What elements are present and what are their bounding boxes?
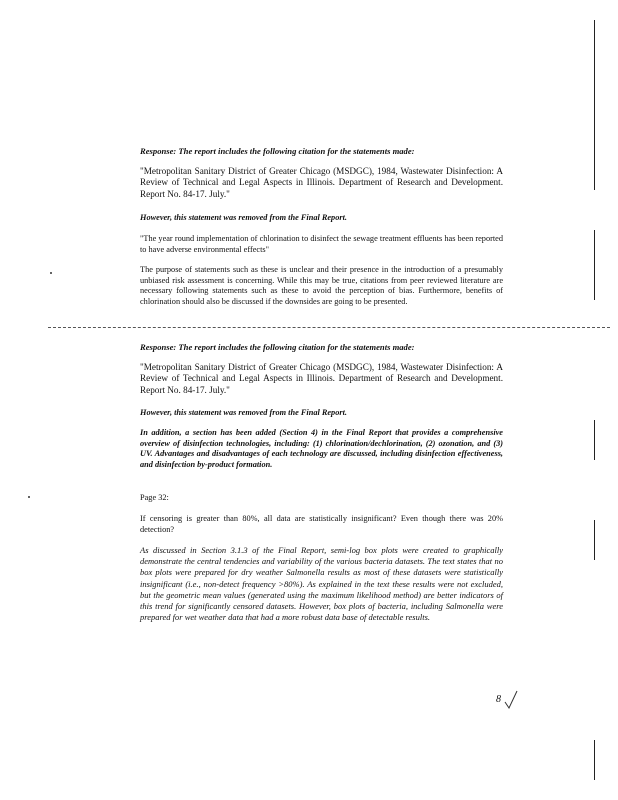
citation-1: "Metropolitan Sanitary District of Greater Chicago (MSDGC), 1984, Wastewater Disinfection: A Review of Technical and Legal Aspects in Illinois. Department of Research and Development. Report No. 84-17. July." — [140, 166, 503, 199]
citation-2: "Metropolitan Sanitary District of Greater Chicago (MSDGC), 1984, Wastewater Disinfection: A Review of Technical and Legal Aspects in Illinois. Department of Research and Development. Report No. 84-17. July." — [140, 362, 503, 395]
removed-note-1: However, this statement was removed from the Final Report. — [140, 213, 347, 222]
scan-edge-line — [594, 20, 595, 190]
reviewer-comment: The purpose of statements such as these is unclear and their presence in the introduction of a presumably unbiased risk assessment is concerning. While this may be true, citations from peer reviewed literature are necessary following statements such as these to avoid the perception of bias. Furthermore, benefits of chlorination should also be discussed if the downsides are going to be presented. — [140, 265, 503, 306]
response-heading-2: Response: The report includes the following citation for the statements made: — [140, 342, 415, 352]
scan-edge-line — [594, 740, 595, 780]
check-mark-icon — [504, 690, 518, 712]
scan-speck — [28, 496, 30, 498]
scan-edge-line — [594, 520, 595, 560]
scan-edge-line — [594, 230, 595, 300]
addition-paragraph: In addition, a section has been added (Section 4) in the Final Report that provides a comprehensive overview of disinfection technologies, including: (1) chlorination/dechlorination, (2) ozonation, and (3) UV. Advantages and disadvantages of each technology are discussed, including disinfection effectiveness, and disinfection by-product formation. — [140, 428, 503, 469]
quoted-statement: "The year round implementation of chlorination to disinfect the sewage treatment effluents has been reported to have adverse environmental effects" — [140, 234, 503, 254]
scan-speck — [50, 272, 52, 274]
scan-edge-line — [594, 420, 595, 460]
question-text: If censoring is greater than 80%, all data are statistically insignificant? Even though there was 20% detection? — [140, 514, 503, 534]
page-number: 8 — [496, 694, 501, 705]
page-divider — [48, 327, 610, 328]
page-reference: Page 32: — [140, 493, 169, 502]
response-heading-1: Response: The report includes the following citation for the statements made: — [140, 146, 415, 156]
removed-note-2: However, this statement was removed from the Final Report. — [140, 408, 347, 417]
answer-paragraph: As discussed in Section 3.1.3 of the Final Report, semi-log box plots were created to graphically demonstrate the central tendencies and variability of the various bacteria datasets. The text states that no box plots were prepared for dry weather Salmonella results as most of these datasets were statistically insignificant (i.e., non-detect frequency >80%). As explained in the text these results were not excluded, but the geometric mean values (generated using the maximum likelihood method) are better indicators of this trend for significantly censored datasets. However, box plots of bacteria, including Salmonella were prepared for wet weather data that had a more robust data base of detectable results. — [140, 545, 503, 623]
